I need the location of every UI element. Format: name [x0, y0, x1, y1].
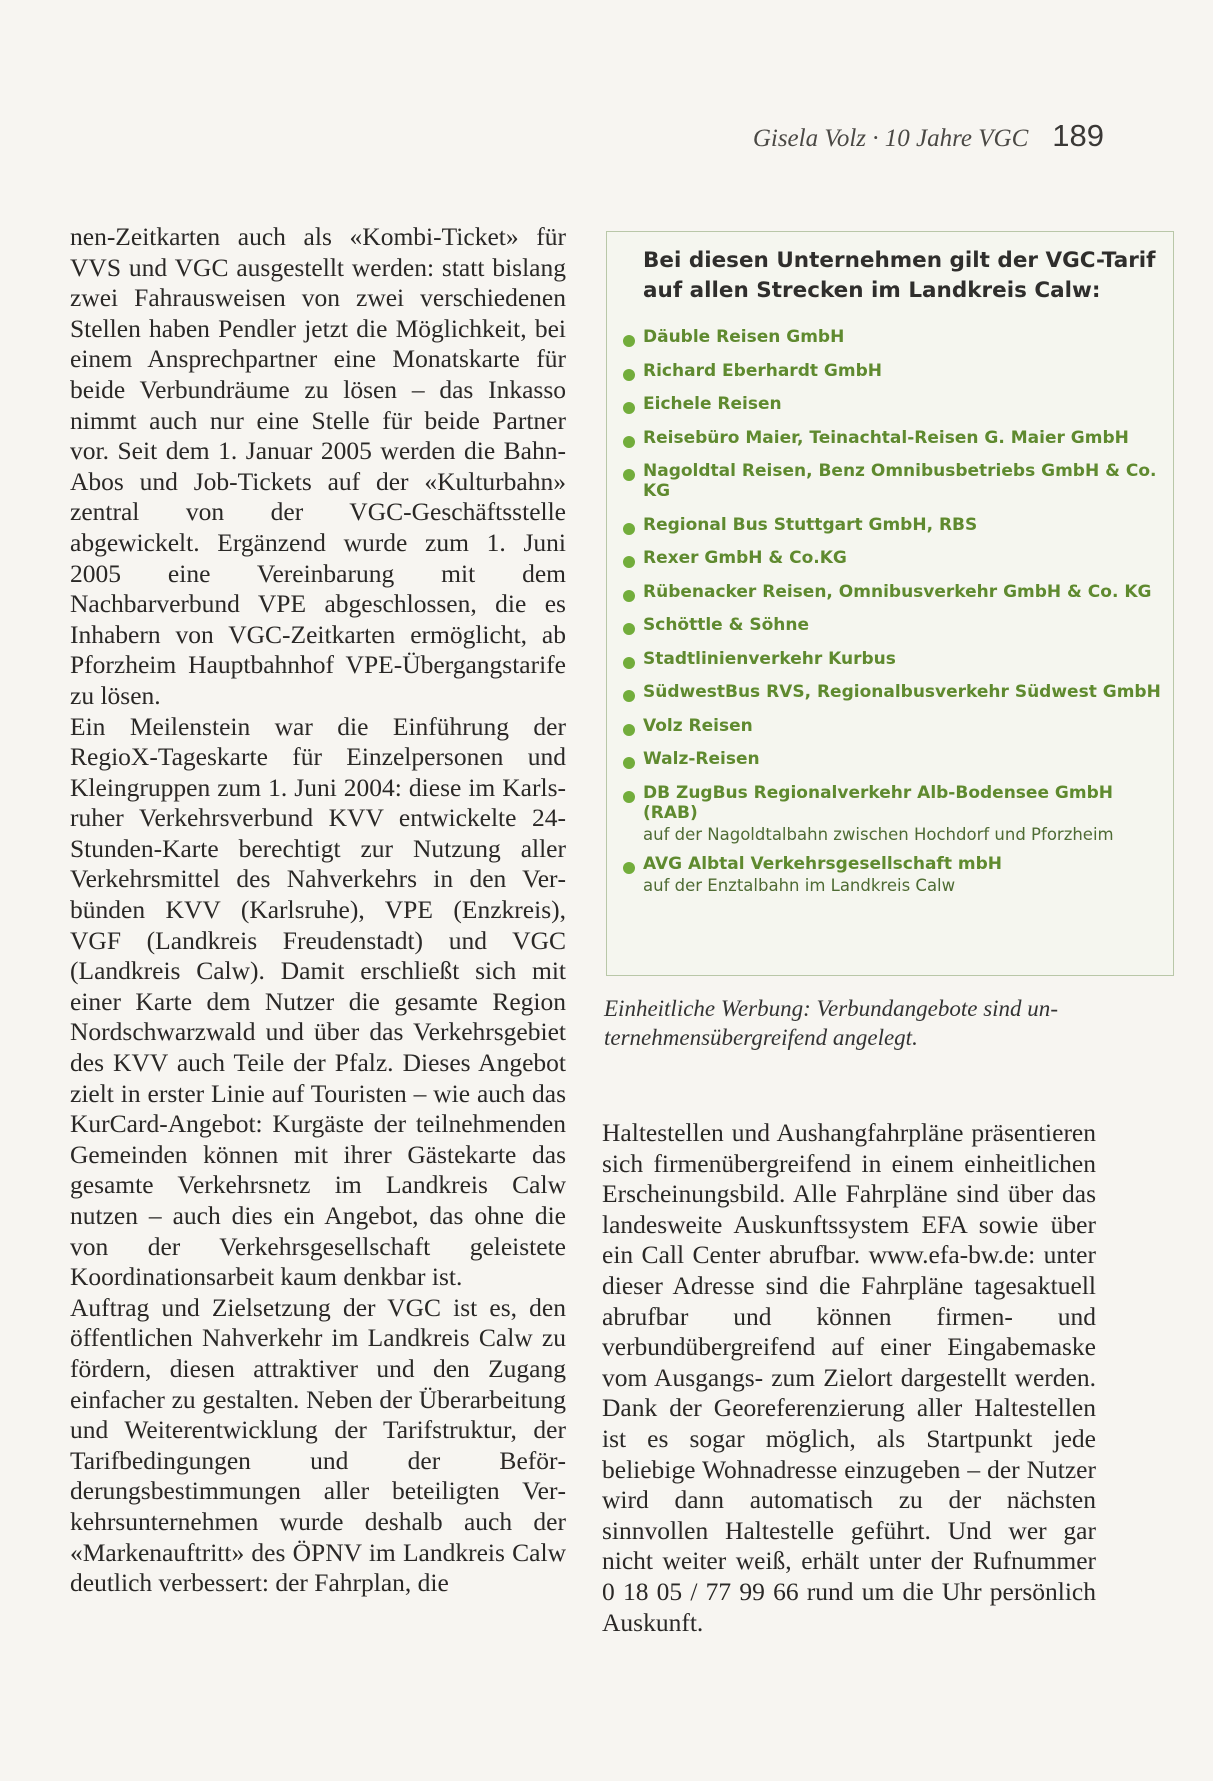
running-header	[600, 118, 1104, 154]
bullet-icon	[623, 623, 635, 635]
company-name: Stadtlinienverkehr Kurbus	[643, 648, 896, 669]
bullet-icon	[623, 369, 635, 381]
bullet-icon	[623, 556, 635, 568]
bullet-icon	[623, 335, 635, 347]
company-name: Reisebüro Maier, Teinachtal-Reisen G. Maier GmbH	[643, 427, 1129, 448]
bullet-icon	[623, 657, 635, 669]
bullet-icon	[623, 523, 635, 535]
company-name: Däuble Reisen GmbH	[643, 327, 845, 347]
company-list-item	[627, 615, 1167, 635]
company-name: SüdwestBus RVS, Regionalbusverkehr Südwest GmbH	[643, 682, 1161, 702]
company-list-item	[627, 428, 1167, 448]
paragraph: Haltestellen und Aushangfahrpläne präsentieren sich firmenübergreifend in einem einheitlichen Erscheinungsbild. Alle Fahrpläne sind über das landesweite Auskunftssystem EFA sowie über ein Call Center abrufbar. www.efa-bw.de: unter dieser Adresse sind die Fahrpläne tagesaktuell abrufbar und können firmen- und verbundübergreifend auf einer Eingabemaske vom Ausgangs- zum Zielort dargestellt werden. Dank der Georeferenzierung aller Haltestellen ist es sogar möglich, als Startpunkt jede beliebige Wohnadresse einzugeben – der Nutzer wird dann automatisch zu der nächsten sinnvollen Haltestelle geführt. Und wer gar nicht weiter weiß, erhält unter der Rufnummer 0 18 05 / 77 99 66 rund um die Uhr persönlich Auskunft.	[602, 1118, 1096, 1637]
company-name: Volz Reisen	[643, 715, 753, 736]
right-column	[602, 1118, 1096, 1638]
company-list-item	[627, 361, 1167, 381]
company-name: Walz-Reisen	[643, 749, 760, 769]
left-column	[70, 222, 566, 1599]
company-list-item	[627, 854, 1167, 895]
company-list-item	[627, 582, 1167, 602]
bullet-icon	[623, 690, 635, 702]
company-name: Rexer GmbH & Co.KG	[643, 548, 847, 568]
company-list-item	[627, 548, 1167, 568]
company-name: DB ZugBus Regionalverkehr Alb-Bodensee GmbH (RAB)	[643, 782, 1113, 823]
company-name: Rübenacker Reisen, Omnibusverkehr GmbH & Co. KG	[643, 581, 1152, 602]
paragraph: nen-Zeitkarten auch als «Kombi-Ticket» für VVS und VGC ausgestellt werden: statt bislang zwei Fahrausweisen von zwei verschiedenen Stellen haben Pendler jetzt die Möglichkeit, bei einem Ansprechpartner eine Monatskarte für beide Verbundräume zu lösen – das Inkasso nimmt auch nur eine Stelle für beide Partner vor. Seit dem 1. Januar 2005 werden die Bahn-Abos und Job-Tickets auf der «Kulturbahn» zentral von der VGC-Geschäftsstelle abgewickelt. Ergänzend wurde zum 1. Juni 2005 eine Vereinbarung mit dem Nachbarverbund VPE abgeschlossen, die es Inhabern von VGC-Zeitkarten ermöglicht, ab Pforzheim Hauptbahnhof VPE-Übergangstarife zu lösen.	[70, 222, 566, 710]
company-list	[627, 327, 1167, 905]
company-list-item	[627, 649, 1167, 669]
page-number: 189	[1052, 118, 1104, 153]
company-list-item	[627, 327, 1167, 347]
bullet-icon	[623, 436, 635, 448]
company-name: Nagoldtal Reisen, Benz Omnibusbetriebs GmbH & Co. KG	[643, 461, 1157, 501]
company-note: auf der Enztalbahn im Landkreis Calw	[643, 875, 956, 895]
running-title: Gisela Volz · 10 Jahre VGC	[752, 125, 1029, 152]
paragraph: Auftrag und Zielsetzung der VGC ist es, den öffentlichen Nahverkehr im Landkreis Calw zu fördern, diesen attraktiver und den Zugang einfacher zu gestalten. Neben der Überarbeitung und Weiterentwicklung der Tarifstruktur, der Tarifbedingungen und der Beförderungsbestimmungen aller beteiligten Verkehrsunternehmen wurde deshalb auch der «Markenauftritt» des ÖPNV im Landkreis Calw deutlich verbessert: der Fahrplan, die	[70, 1292, 566, 1598]
figure-caption: Einheitliche Werbung: Verbundangebote sind unternehmensübergreifend angelegt.	[604, 996, 1058, 1050]
company-name: Schöttle & Söhne	[643, 615, 810, 635]
company-name: Richard Eberhardt GmbH	[643, 360, 882, 381]
company-list-item	[627, 515, 1167, 535]
company-list-item	[627, 461, 1167, 501]
company-note: auf der Nagoldtalbahn zwischen Hochdorf und Pforzheim	[643, 824, 1114, 844]
company-list-item	[627, 682, 1167, 702]
bullet-icon	[623, 402, 635, 414]
bullet-icon	[623, 757, 635, 769]
bullet-icon	[623, 469, 635, 481]
company-list-item	[627, 749, 1167, 769]
company-list-item	[627, 783, 1167, 844]
company-list-item	[627, 716, 1167, 736]
bullet-icon	[623, 724, 635, 736]
company-list-item	[627, 394, 1167, 414]
bullet-icon	[623, 791, 635, 803]
box-title: Bei diesen Unternehmen gilt der VGC-Tarif auf allen Strecken im Landkreis Calw:	[643, 248, 1156, 303]
company-name: AVG Albtal Verkehrsgesellschaft mbH	[643, 853, 1002, 874]
tariff-companies-box	[606, 231, 1174, 976]
paragraph: Ein Meilenstein war die Einführung der RegioX-Tageskarte für Einzelpersonen und Kleingruppen zum 1. Juni 2004: diese im Karlsruher Verkehrsverbund KVV entwickelte 24-Stunden-Karte berechtigt zur Nutzung aller Verkehrsmittel des Nahverkehrs in den Verbünden KVV (Karlsruhe), VPE (Enzkreis), VGF (Landkreis Freudenstadt) und VGC (Landkreis Calw). Damit erschließt sich mit einer Karte dem Nutzer die gesamte Region Nordschwarzwald und über das Verkehrsgebiet des KVV auch Teile der Pfalz. Dieses Angebot zielt in erster Linie auf Touristen – wie auch das KurCard-Angebot: Kurgäste der teilnehmenden Gemeinden können mit ihrer Gästekarte das gesamte Verkehrsnetz im Landkreis Calw nutzen – auch dies ein Angebot, das ohne die von der Verkehrsgesellschaft geleistete Koordinationsarbeit kaum denkbar ist.	[70, 711, 566, 1292]
bullet-icon	[623, 590, 635, 602]
bullet-icon	[623, 862, 635, 874]
company-name: Regional Bus Stuttgart GmbH, RBS	[643, 514, 978, 535]
company-name: Eichele Reisen	[643, 394, 782, 414]
